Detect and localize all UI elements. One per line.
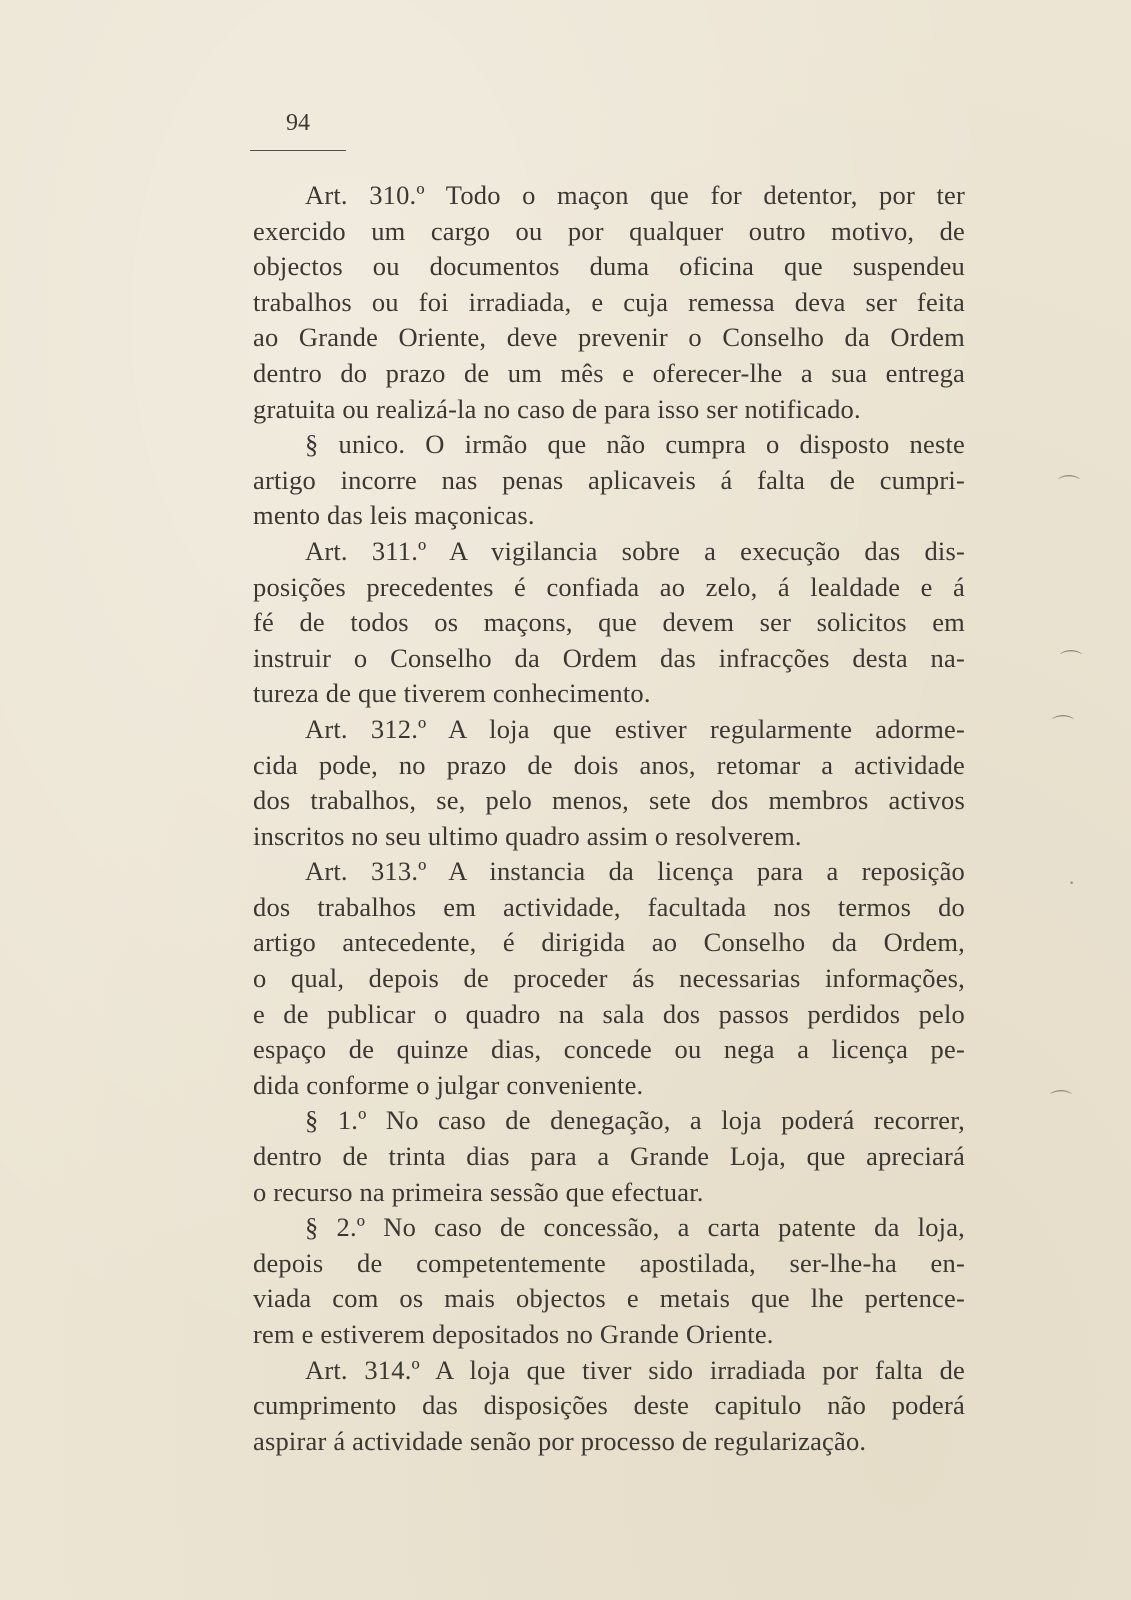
text-line: posições precedentes é confiada ao zelo, á lealdade e á [253,571,965,602]
text-line: cumprimento das disposições deste capitulo não poderá [253,1390,965,1421]
text-line: Art. 312.º A loja que estiver regularmente adorme- [305,713,965,744]
text-line: rem e estiverem depositados no Grande Oriente. [253,1319,774,1349]
text-line: instruir o Conselho da Ordem das infracções desta na- [253,642,965,673]
text-line: e de publicar o quadro na sala dos passos perdidos pelo [253,998,965,1029]
text-line: tureza de que tiverem conhecimento. [253,678,651,709]
ink-stain-icon: · [1068,870,1076,895]
text-line: trabalhos ou foi irradiada, e cuja remessa deva ser feita [253,286,965,317]
text-line: fé de todos os maçons, que devem ser solicitos em [253,607,965,638]
text-line: o recurso na primeira sessão que efectuar. [253,1176,704,1207]
text-line: Art. 314.º A loja que tiver sido irradiada por falta de [305,1354,965,1385]
ink-stain-icon: ⌒ [1060,649,1083,674]
text-line: mento das leis maçonicas. [253,500,535,531]
text-line: Art. 310.º Todo o maçon que for detentor, por ter [305,180,965,210]
text-line: cida pode, no prazo de dois anos, retomar a actividade [253,749,965,780]
text-line: Art. 313.º A instancia da licença para a reposição [305,856,965,887]
text-line: aspirar á actividade senão por processo de regularização. [253,1425,867,1456]
text-line: dos trabalhos, se, pelo menos, sete dos membros activos [253,785,965,816]
text-line: espaço de quinze dias, concede ou nega a licença pe- [253,1034,965,1065]
ink-stain-icon: ⌒ [1058,474,1081,499]
text-line: dentro de trinta dias para a Grande Loja, que apreciará [253,1141,965,1172]
text-line: objectos ou documentos duma oficina que suspendeu [253,251,965,282]
text-line: Art. 311.º A vigilancia sobre a execução das dis- [305,535,965,566]
text-line: depois de competentemente apostilada, ser-lhe-ha en- [253,1247,965,1278]
text-line: dida conforme o julgar conveniente. [253,1069,644,1100]
text-line: gratuita ou realizá-la no caso de para isso ser notificado. [253,393,861,424]
text-line: § 2.º No caso de concessão, a carta patente da loja, [305,1212,965,1243]
ink-stain-icon: ⌒ [1050,1089,1073,1114]
text-line: artigo incorre nas penas aplicaveis á falta de cumpri- [253,464,965,495]
text-line: § unico. O irmão que não cumpra o disposto neste [305,429,965,460]
margin-stains [1050,470,1110,1170]
text-line: o qual, depois de proceder ás necessarias informações, [253,963,965,994]
page-number: 94 [286,110,310,136]
body-text [253,178,965,1459]
ink-stain-icon: ⌒ [1052,714,1075,739]
text-line: dos trabalhos em actividade, facultada nos termos do [253,891,965,922]
text-line: artigo antecedente, é dirigida ao Conselho da Ordem, [253,927,965,958]
text-line: viada com os mais objectos e metais que lhe pertence- [253,1283,965,1314]
text-line: inscritos no seu ultimo quadro assim o resolverem. [253,820,802,851]
page-number-rule [250,150,346,151]
text-line: ao Grande Oriente, deve prevenir o Conselho da Ordem [253,322,965,353]
text-line: § 1.º No caso de denegação, a loja poderá recorrer, [305,1105,965,1136]
text-line: dentro do prazo de um mês e oferecer-lhe a sua entrega [253,357,965,388]
text-line: exercido um cargo ou por qualquer outro motivo, de [253,215,965,246]
